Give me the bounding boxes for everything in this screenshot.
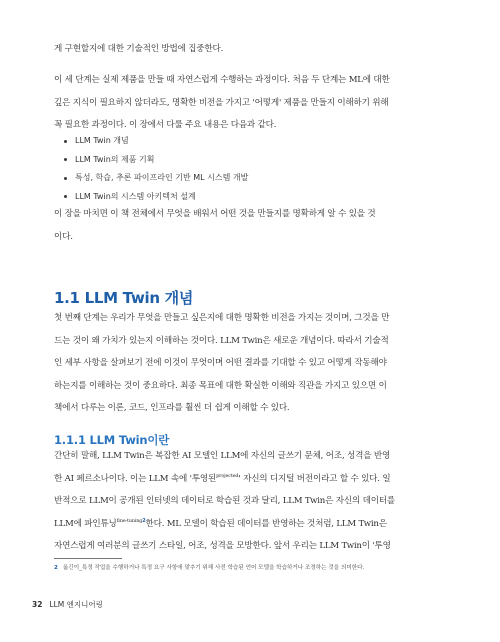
list-item — [64, 169, 444, 188]
text-run: LLM에 파인튜닝 — [54, 518, 117, 529]
footnote-number: 2 — [54, 565, 58, 571]
subsection-line: 반적으로 LLM이 공개된 인터넷의 데이터로 학습된 것과 달리, LLM Twin은 자신의 데이터를 — [54, 496, 396, 506]
book-page — [32, 0, 446, 642]
intro-line: 게 구현할지에 대한 기술적인 방법에 집중한다. — [54, 44, 224, 54]
page-footer — [32, 599, 103, 610]
intro-line: 깊은 지식이 필요하지 않더라도, 명확한 비전을 가지고 '어떻게' 제품을 만들지 이해하기 위해 — [54, 97, 389, 108]
footnote-text: 옮긴이_특정 작업을 수행하거나 특정 요구 사항에 맞추기 위해 사전 학습된 언어 모델을 학습하거나 조정하는 것을 의미한다. — [62, 565, 365, 571]
outro-line: 이다. — [54, 231, 73, 242]
text-run: 한다. ML 모델이 학습된 데이터를 반영하는 것처럼, LLM Twin은 — [145, 518, 387, 529]
bullet-icon — [64, 177, 67, 180]
book-title: LLM 엔지니어링 — [49, 600, 103, 609]
bullet-icon — [64, 158, 67, 161]
list-item — [64, 132, 444, 151]
footnote — [54, 563, 364, 571]
subsection-line: 자연스럽게 여러분의 글쓰기 스타일, 어조, 성격을 모방한다. 앞서 우리는 LLM Twin이 '투영 — [54, 541, 391, 551]
section-paragraph — [54, 307, 446, 420]
list-item — [64, 151, 444, 170]
footnote-divider — [54, 558, 122, 559]
section-line: 책에서 다루는 이론, 코드, 인프라를 훨씬 더 쉽게 이해할 수 있다. — [54, 403, 290, 413]
intro-paragraph-2 — [54, 69, 446, 137]
section-heading: 1.1 LLM Twin 개념 — [54, 289, 194, 307]
list-item-label: LLM Twin 개념 — [75, 136, 129, 145]
list-item-label: LLM Twin의 시스템 아키텍처 설계 — [75, 191, 196, 201]
subsection-line — [54, 468, 446, 491]
outro-line: 이 장을 마치면 이 책 전체에서 무엇을 배워서 어떤 것을 만들지를 명확하게 알 수 있을 것 — [54, 209, 376, 219]
term-superscript: projected — [216, 472, 239, 479]
section-line: 하는지를 이해하는 것이 중요하다. 최종 목표에 대한 확실한 이해와 직관을 가지고 있으면 이 — [54, 380, 387, 391]
intro-paragraph — [54, 38, 446, 61]
term-superscript: fine-tuning — [116, 517, 143, 524]
list-item-label: LLM Twin의 제품 기획 — [75, 154, 155, 164]
subsection-line: 간단히 말해, LLM Twin은 복잡한 AI 모델인 LLM에 자신의 글쓰기 문체, 어조, 성격을 반영 — [54, 451, 391, 461]
page-number: 32 — [32, 600, 43, 609]
subsection-paragraph — [54, 445, 446, 558]
intro-line: 이 세 단계는 실제 제품을 만들 때 자연스럽게 수행하는 과정이다. 처음 두 단계는 ML에 대한 — [54, 75, 390, 85]
section-line: 인 세부 사항을 살펴보기 전에 이것이 무엇이며 어떤 결과를 기대할 수 있고 어떻게 작동해야 — [54, 358, 387, 368]
text-run: 한 AI 페르소나이다. 이는 LLM 속에 '투영된 — [54, 473, 217, 484]
list-item-label: 특성, 학습, 추론 파이프라인 기반 ML 시스템 개발 — [75, 173, 249, 182]
subsection-heading: 1.1.1 LLM Twin이란 — [54, 433, 170, 447]
subsection-line — [54, 513, 446, 536]
bullet-icon — [64, 195, 67, 198]
bullet-icon — [64, 140, 67, 143]
outro-paragraph — [54, 203, 446, 248]
intro-line: 꼭 필요한 과정이다. 이 장에서 다룰 주요 내용은 다음과 같다. — [54, 120, 277, 130]
topic-list — [64, 132, 444, 206]
section-line: 첫 번째 단계는 우리가 무엇을 만들고 싶은지에 대한 명확한 비전을 가지는 것이며, 그것을 만 — [54, 313, 390, 323]
section-line: 드는 것이 왜 가치가 있는지 이해하는 것이다. LLM Twin은 새로운 개념이다. 따라서 기술적 — [54, 335, 389, 346]
text-run: ' 자신의 디지털 버전이라고 할 수 있다. 일 — [238, 473, 391, 484]
footnote-marker[interactable]: 2 — [142, 517, 146, 524]
